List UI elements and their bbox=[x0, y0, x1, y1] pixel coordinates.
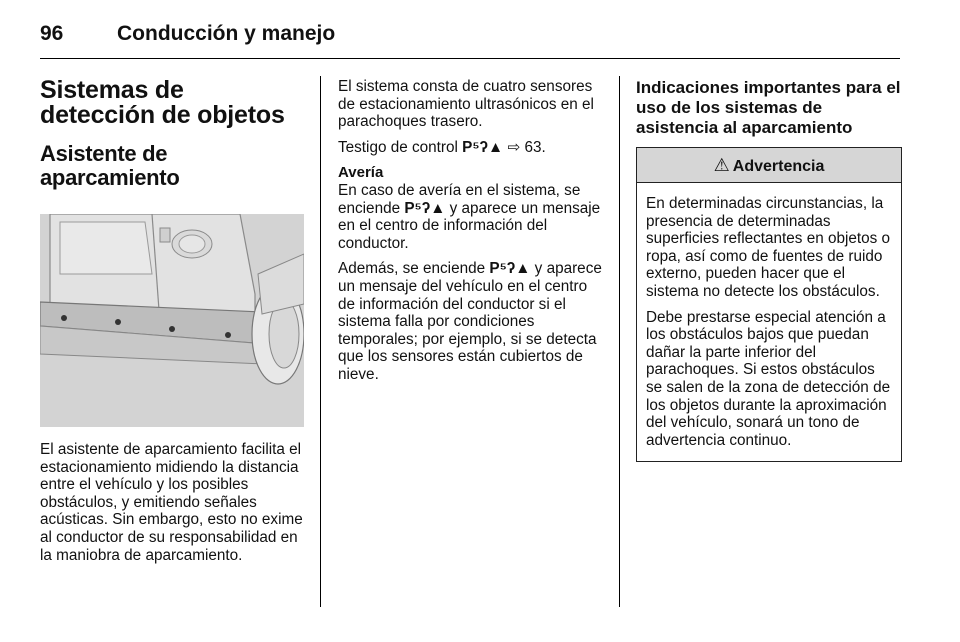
fault-text-1a: En caso de avería en el sistema, se enciende bbox=[338, 181, 581, 217]
warning-triangle-icon: ⚠ bbox=[713, 155, 730, 175]
warning-body bbox=[637, 183, 901, 461]
chapter-title: Conducción y manejo bbox=[117, 22, 336, 45]
column-divider-1 bbox=[320, 76, 321, 607]
column-divider-2 bbox=[619, 76, 620, 607]
warning-header bbox=[637, 148, 901, 183]
important-notes-heading: Indicaciones importantes para el uso de los sistemas de asistencia al aparcamiento bbox=[636, 78, 901, 137]
parking-assist-description: El asistente de aparcamiento facilita el estacionamiento midiendo la distancia entre el vehículo y los posibles obstáculos, y emitiendo señales acústicas. Sin embargo, esto no exime al conductor de su responsabilidad en la maniobra de aparcamiento. bbox=[40, 441, 303, 564]
section-heading: Sistemas de detección de objetos bbox=[40, 76, 285, 129]
fault-paragraph-2 bbox=[338, 260, 603, 383]
column-3 bbox=[636, 78, 902, 462]
warning-box bbox=[636, 147, 902, 462]
control-indicator-label: Testigo de control bbox=[338, 138, 458, 156]
column-2 bbox=[338, 78, 603, 392]
fault-text-2b: y aparece un mensaje del vehículo en el centro de información del conductor si el sistema falla por condiciones temporales; por ejemplo, si se detecta que los sensores están cubiertos de nieve. bbox=[338, 260, 602, 383]
rear-bumper-sensors-illustration bbox=[40, 214, 304, 427]
parking-assist-icon: P⁵ʔ▲ bbox=[489, 260, 531, 278]
page-reference[interactable]: 63. bbox=[524, 138, 546, 156]
section-subheading: Asistente de aparcamiento bbox=[40, 141, 180, 190]
warning-title: Advertencia bbox=[732, 158, 825, 175]
warning-paragraph-1: En determinadas circunstancias, la presencia de determinadas superficies reflectantes en objetos o ropa, así como de fuentes de ruido externo, pueden hacer que el sistema no detecte los obstáculos. bbox=[646, 195, 891, 300]
page-header bbox=[40, 18, 900, 62]
fault-text-1b: y aparece un mensaje en el centro de información del conductor. bbox=[338, 199, 601, 252]
header-rule bbox=[40, 58, 900, 59]
column-1 bbox=[40, 78, 304, 572]
parking-assist-icon: P⁵ʔ▲ bbox=[404, 199, 446, 217]
page-number: 96 bbox=[40, 22, 64, 45]
warning-paragraph-2: Debe prestarse especial atención a los obstáculos bajos que puedan dañar la parte inferior del parachoques. Si estos obstáculos se salen de la zona de detección de los objetos durante la aproximación del vehículo, sonará un tono de advertencia continuo. bbox=[646, 308, 891, 449]
system-description: El sistema consta de cuatro sensores de estacionamiento ultrasónicos en el parachoques trasero. bbox=[338, 78, 594, 131]
control-indicator-line bbox=[338, 139, 603, 157]
fault-paragraph-1 bbox=[338, 182, 603, 252]
page-reference-arrow-icon: ⇨ bbox=[507, 138, 521, 156]
fault-title: Avería bbox=[338, 164, 384, 182]
parking-assist-icon: P⁵ʔ▲ bbox=[462, 138, 504, 156]
fault-text-2a: Además, se enciende bbox=[338, 260, 486, 278]
